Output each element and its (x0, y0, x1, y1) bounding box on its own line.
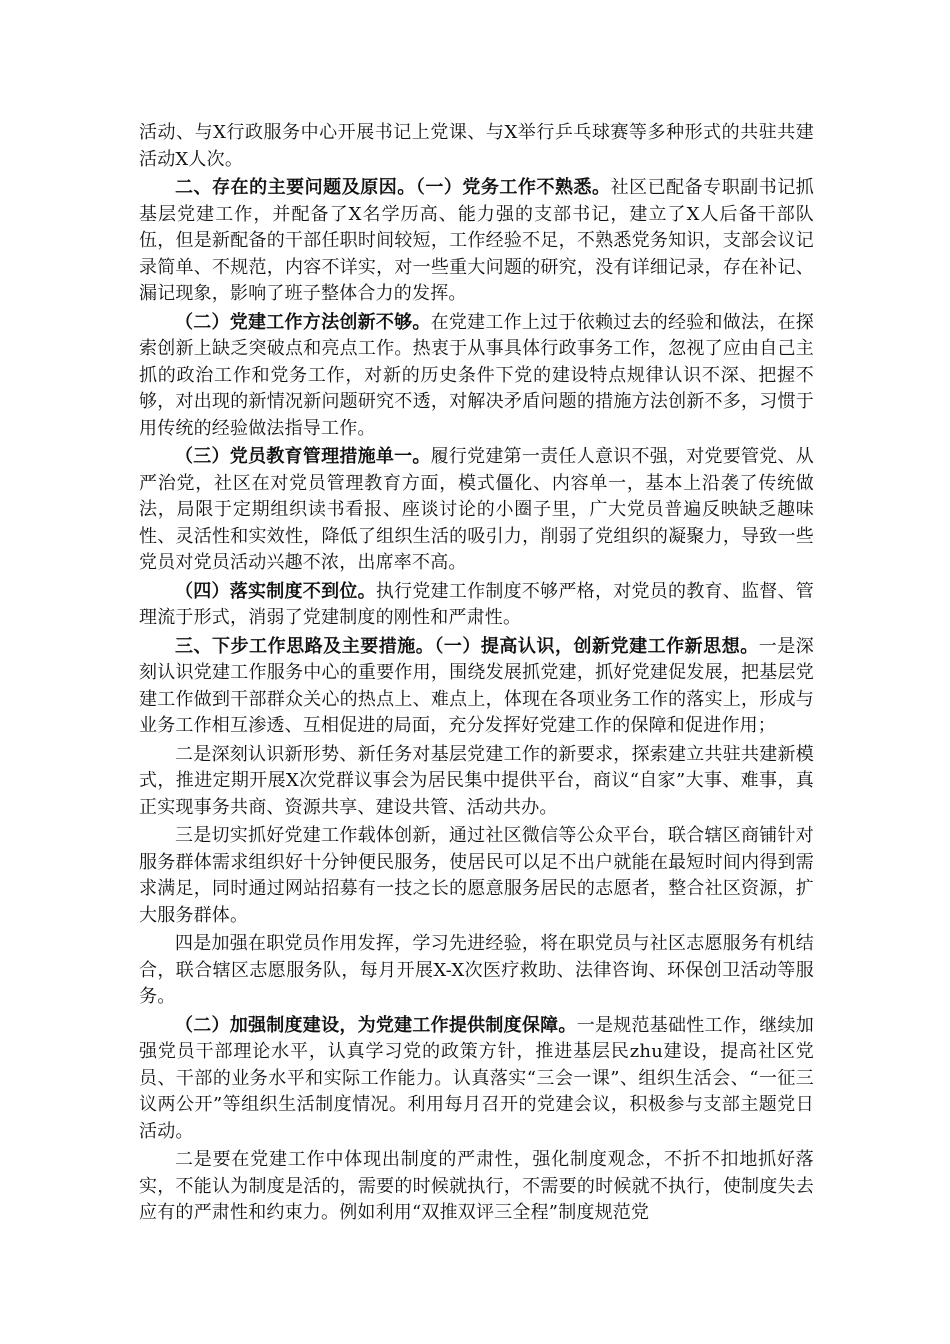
paragraph-measures-1 (139, 634, 814, 740)
paragraph-problems-2 (139, 310, 814, 443)
paragraph-problems-3 (139, 444, 814, 577)
paragraph-text: 活动、与X行政服务中心开展书记上党课、与X举行乒乓球赛等多种形式的共驻共建活动X人次。 (139, 122, 814, 170)
paragraph-text: 一是规范基础性工作，继续加强党员干部理论水平，认真学习党的政策方针，推进基层民zhu建设，提高社区党员、干部的业务水平和实际工作能力。认真落实“三会一课”、组织生活会、“一征三议两公开”等组织生活制度情况。利用每月召开的党建会议，积极参与支部主题党日活动。 (139, 1014, 814, 1142)
paragraph-text: 二是要在党建工作中体现出制度的严肃性，强化制度观念，不折不扣地抓好落实，不能认为制度是活的，需要的时候就执行，不需要的时候就不执行，使制度失去应有的严肃性和约束力。例如利用“双推双评三全程”制度规范党 (139, 1149, 814, 1223)
paragraph-measures-1-c (139, 823, 814, 929)
paragraph-measures-2-b (139, 1147, 814, 1227)
subsection-heading: （二）党建工作方法创新不够。 (175, 311, 431, 333)
subsection-heading: （三）党员教育管理措施单一。 (175, 446, 431, 467)
paragraph-text: 在党建工作上过于依赖过去的经验和做法，在探索创新上缺乏突破点和亮点工作。热衷于从事具体行政事务工作，忽视了应由自己主抓的政治工作和党务工作，对新的历史条件下党的建设特点规律认识不深、把握不够，对出现的新情况新问题研究不透，对解决矛盾问题的措施方法创新不多，习惯于用传统的经验做法指导工作。 (139, 311, 814, 439)
paragraph-text: 一是深刻认识党建工作服务中心的重要作用，围绕发展抓党建，抓好党建促发展，把基层党建工作做到干部群众关心的热点上、难点上，体现在各项业务工作的落实上，形成与业务工作相互渗透、互相促进的局面，充分发挥好党建工作的保障和促进作用； (139, 635, 814, 736)
paragraph-text: 执行党建工作制度不够严格，对党员的教育、监督、管理流于形式，消弱了党建制度的刚性和严肃性。 (139, 580, 814, 628)
subsection-heading: （二）加强制度建设，为党建工作提供制度保障。 (175, 1014, 577, 1036)
paragraph-text: 二是深刻认识新形势、新任务对基层党建工作的新要求，探索建立共驻共建新模式，推进定期开展X次党群议事会为居民集中提供平台，商议“自家”大事、难事，真正实现事务共商、资源共享、建设共管、活动共办。 (139, 743, 814, 818)
paragraph-continuation (139, 120, 814, 173)
paragraph-text: 四是加强在职党员作用发挥，学习先进经验，将在职党员与社区志愿服务有机结合，联合辖区志愿服务队，每月开展X-X次医疗救助、法律咨询、环保创卫活动等服务。 (139, 933, 814, 1007)
paragraph-text: 社区已配备专职副书记抓基层党建工作，并配备了X名学历高、能力强的支部书记，建立了X人后备干部队伍，但是新配备的干部任职时间较短，工作经验不足，不熟悉党务知识，支部会议记录简单、不规范，内容不详实，对一些重大问题的研究，没有详细记录，存在补记、漏记现象，影响了班子整体合力的发挥。 (139, 177, 814, 304)
paragraph-text: 三是切实抓好党建工作载体创新，通过社区微信等公众平台，联合辖区商铺针对服务群体需求组织好十分钟便民服务，使居民可以足不出户就能在最短时间内得到需求满足，同时通过网站招募有一技之长的愿意服务居民的志愿者，整合社区资源，扩大服务群体。 (139, 825, 814, 926)
paragraph-problems-4 (139, 579, 814, 632)
section-heading: 三、下步工作思路及主要措施。（一）提高认识，创新党建工作新思想。 (175, 635, 759, 657)
paragraph-problems-1 (139, 175, 814, 308)
paragraph-measures-1-b (139, 742, 814, 822)
subsection-heading: （四）落实制度不到位。 (175, 580, 376, 602)
paragraph-text: 履行党建第一责任人意识不强，对党要管党、从严治党，社区在对党员管理教育方面，模式僵化、内容单一，基本上沿袭了传统做法，局限于定期组织读书看报、座谈讨论的小圈子里，广大党员普遍反映缺乏趣味性、灵活性和实效性，降低了组织生活的吸引力，削弱了党组织的凝聚力，导致一些党员对党员活动兴趣不浓，出席率不高。 (139, 446, 814, 573)
paragraph-measures-1-d (139, 931, 814, 1011)
section-heading: 二、存在的主要问题及原因。（一）党务工作不熟悉。 (175, 177, 611, 198)
paragraph-measures-2 (139, 1013, 814, 1146)
